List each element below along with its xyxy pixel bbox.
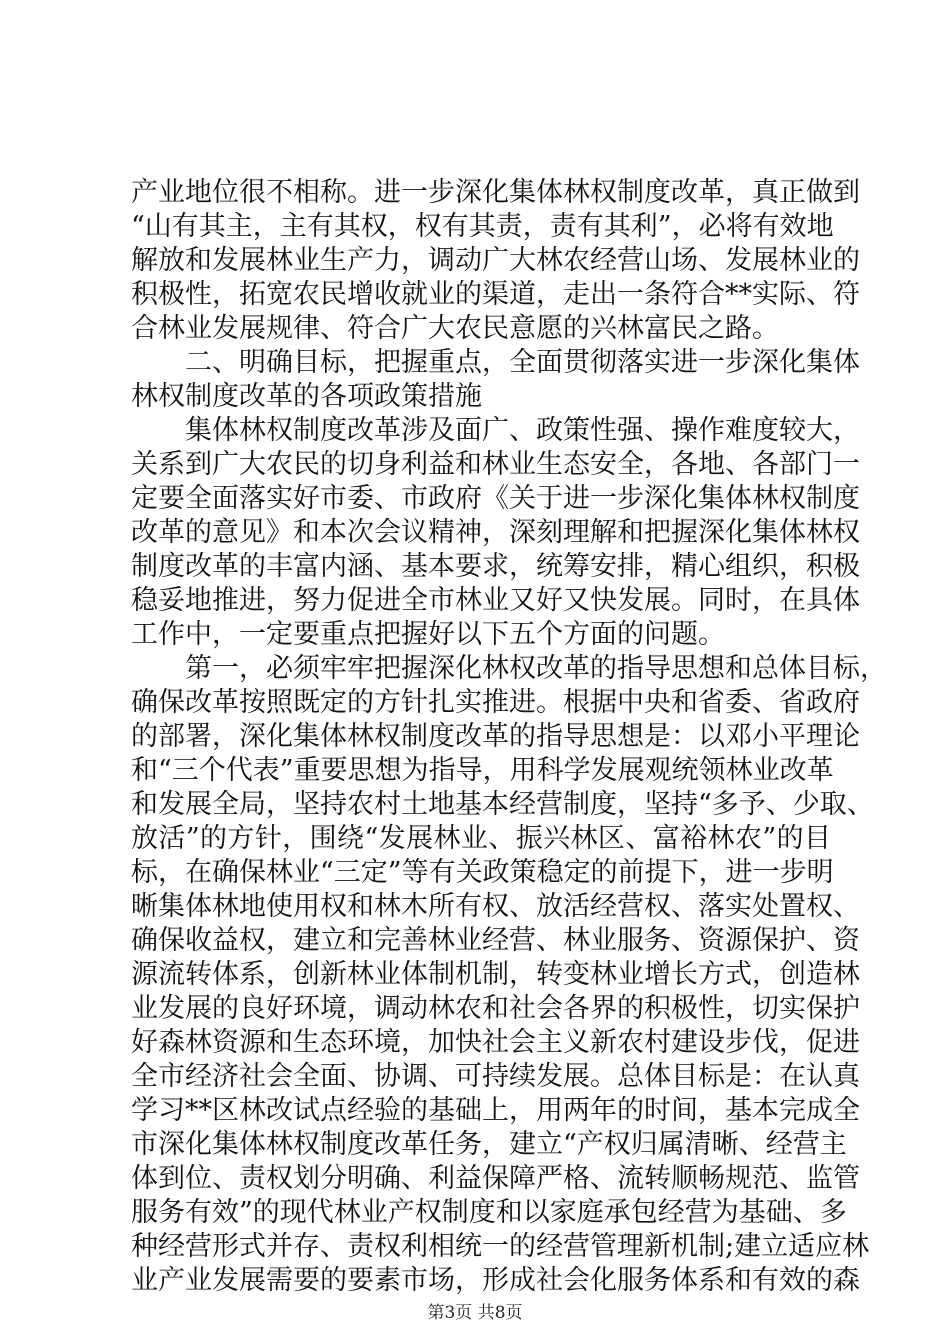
text-line: 产业地位很不相称。进一步深化集体林权制度改革，真正做到: [131, 177, 860, 208]
text-line: 放活”的方针，围绕“发展林业、振兴林区、富裕林农”的目: [131, 823, 831, 854]
text-line: 积极性，拓宽农民增收就业的渠道，走出一条符合**实际、符: [131, 279, 860, 310]
text-line: 改革的意见》和本次会议精神，深刻理解和把握深化集体林权: [131, 517, 860, 548]
text-line: 和“三个代表”重要思想为指导，用科学发展观统领林业改革: [131, 755, 834, 786]
text-line: 和发展全局，坚持农村土地基本经营制度，坚持“多予、少取、: [131, 789, 874, 820]
text-line: 合林业发展规律、符合广大农民意愿的兴林富民之路。: [131, 313, 779, 344]
text-line: 全市经济社会全面、协调、可持续发展。总体目标是：在认真: [131, 1061, 860, 1092]
text-line: 解放和发展林业生产力，调动广大林农经营山场、发展林业的: [131, 245, 860, 276]
section-heading-line: 林权制度改革的各项政策措施: [131, 381, 482, 412]
page-number-footer: 第3页 共8页: [427, 1303, 523, 1323]
text-line: 学习**区林改试点经验的基础上，用两年的时间，基本完成全: [131, 1095, 860, 1126]
text-line: 服务有效”的现代林业产权制度和以家庭承包经营为基础、多: [131, 1197, 847, 1228]
text-line: 业发展的良好环境，调动林农和社会各界的积极性，切实保护: [131, 993, 860, 1024]
section-heading-line: 二、明确目标，把握重点，全面贯彻落实进一步深化集体: [185, 347, 860, 378]
text-line: 标，在确保林业“三定”等有关政策稳定的前提下，进一步明: [131, 857, 834, 888]
text-line: 制度改革的丰富内涵、基本要求，统筹安排，精心组织，积极: [131, 551, 860, 582]
text-line: 第一，必须牢牢把握深化林权改革的指导思想和总体目标，: [185, 653, 887, 684]
text-line: 晰集体林地使用权和林木所有权、放活经营权、落实处置权、: [131, 891, 860, 922]
text-line: 种经营形式并存、责权利相统一的经营管理新机制;建立适应林: [131, 1231, 870, 1262]
text-line: 集体林权制度改革涉及面广、政策性强、操作难度较大，: [185, 415, 860, 446]
text-line: 市深化集体林权制度改革任务，建立“产权归属清晰、经营主: [131, 1129, 847, 1160]
text-line: 源流转体系，创新林业体制机制，转变林业增长方式，创造林: [131, 959, 860, 990]
text-line: 工作中，一定要重点把握好以下五个方面的问题。: [131, 619, 725, 650]
text-line: 稳妥地推进，努力促进全市林业又好又快发展。同时，在具体: [131, 585, 860, 616]
text-line: 好森林资源和生态环境，加快社会主义新农村建设步伐，促进: [131, 1027, 860, 1058]
text-line: 的部署，深化集体林权制度改革的指导思想是：以邓小平理论: [131, 721, 860, 752]
text-line: 体到位、责权划分明确、利益保障严格、流转顺畅规范、监管: [131, 1163, 860, 1194]
text-line: 确保收益权，建立和完善林业经营、林业服务、资源保护、资: [131, 925, 860, 956]
text-line: “山有其主，主有其权，权有其责，责有其利”，必将有效地: [131, 211, 834, 242]
text-line: 定要全面落实好市委、市政府《关于进一步深化集体林权制度: [131, 483, 860, 514]
text-line: 确保改革按照既定的方针扎实推进。根据中央和省委、省政府: [131, 687, 860, 718]
text-line: 关系到广大农民的切身利益和林业生态安全，各地、各部门一: [131, 449, 860, 480]
text-line: 业产业发展需要的要素市场，形成社会化服务体系和有效的森: [131, 1265, 860, 1296]
